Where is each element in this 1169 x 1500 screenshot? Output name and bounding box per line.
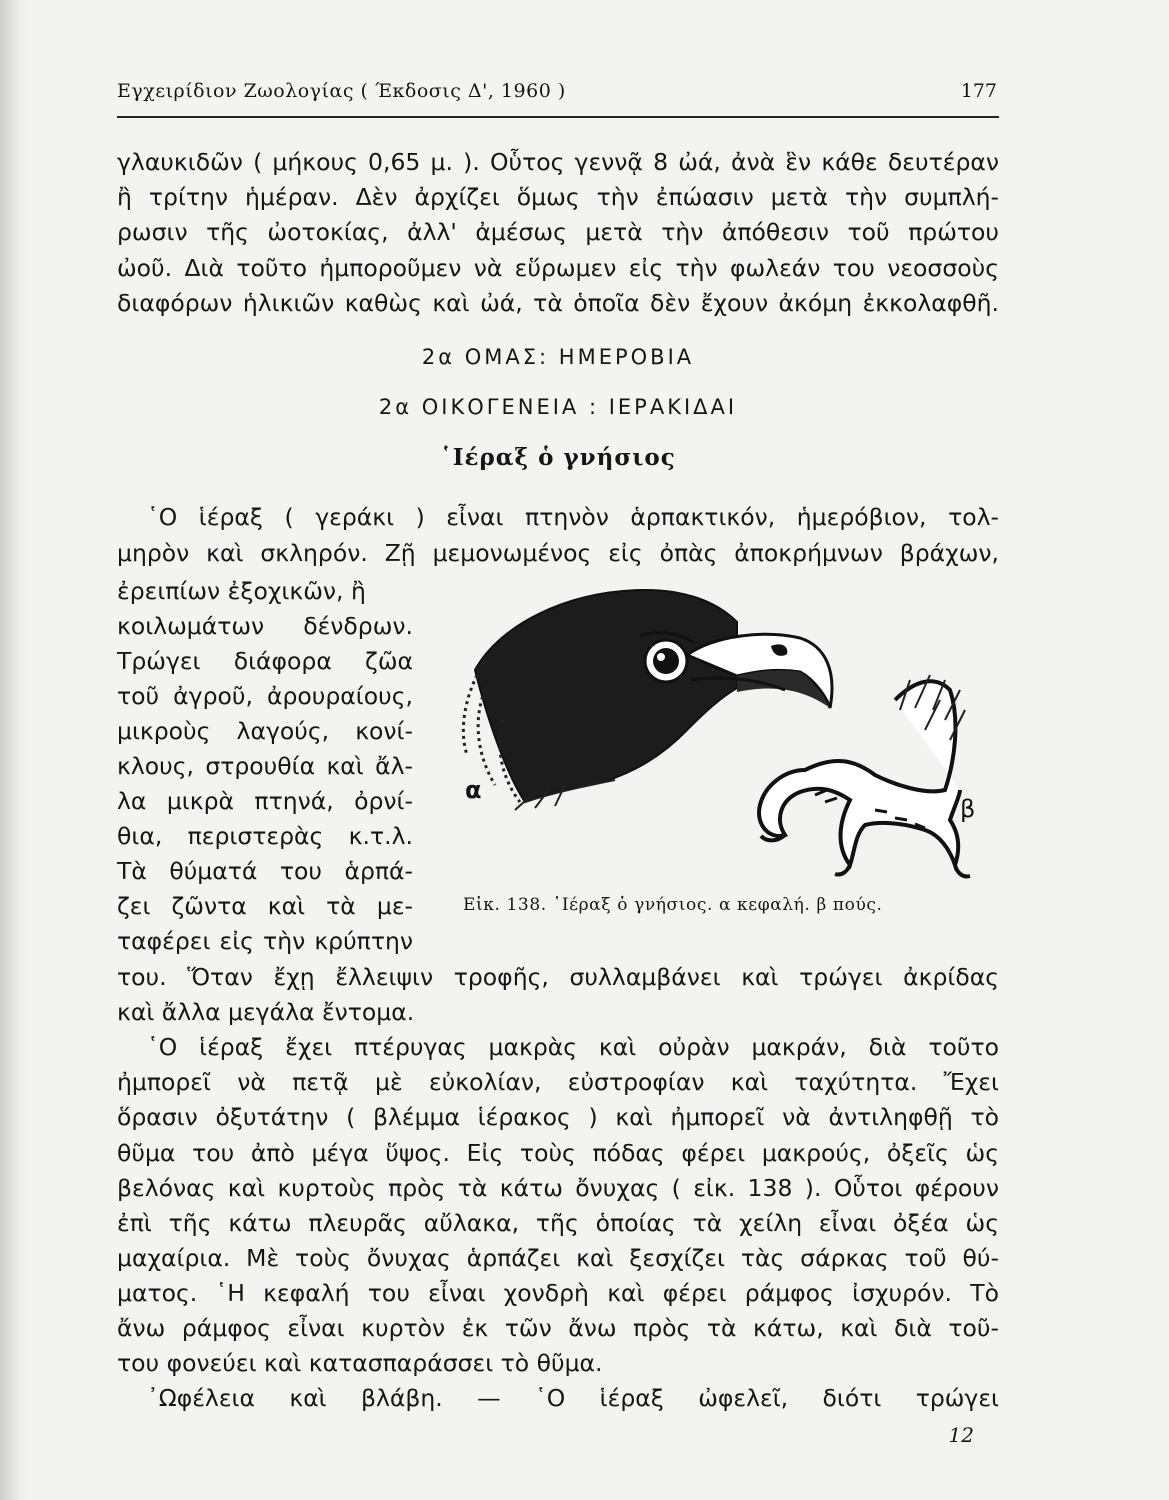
column-line: θια, περιστερὰς κ.τ.λ. (117, 822, 413, 850)
text-line: μαχαίρια. Μὲ τοὺς ὄνυχας ἁρπάζει καὶ ξεσχίζει τὰς σάρκας τοῦ θύ- (117, 1244, 999, 1272)
running-header (117, 80, 997, 114)
figure-caption: Εἰκ. 138. ῾Ιέραξ ὁ γνήσιος. α κεφαλή. β πούς. (463, 895, 883, 915)
text-line: βελόνας καὶ κυρτοὺς πρὸς τὰ κάτω ὄνυχας ( εἰκ. 138 ). Οὗτοι φέρουν (117, 1174, 999, 1202)
column-line: μικροὺς λαγούς, κονί- (117, 717, 413, 745)
text-line: ὅρασιν ὀξυτάτην ( βλέμμα ἱέρακος ) καὶ ἠμπορεῖ νὰ ἀντιληφθῇ τὸ (117, 1103, 999, 1131)
label-a: α (465, 776, 482, 804)
text-line: ῾Ο ἱέραξ ( γεράκι ) εἶναι πτηνὸν ἁρπακτικόν, ἡμερόβιον, τολ- (147, 503, 999, 531)
page-number: 177 (960, 80, 997, 102)
text-line: ματος. ῾Η κεφαλή του εἶναι χονδρὴ καὶ φέρει ράμφος ἰσχυρόν. Τὸ (117, 1279, 999, 1307)
header-rule (117, 116, 999, 118)
text-line: ρωσιν τῆς ὠοτοκίας, ἀλλ' ἀμέσως μετὰ τὴν ἀπόθεσιν τοῦ πρώτου (117, 218, 999, 246)
falcon-head-illustration (463, 590, 832, 810)
text-line: ἐπὶ τῆς κάτω πλευρᾶς αὔλακα, τῆς ὁποίας τὰ χείλη εἶναι ὀξέα ὡς (117, 1209, 999, 1237)
text-line: ἠμπορεῖ νὰ πετᾷ μὲ εὐκολίαν, εὐστροφίαν καὶ ταχύτητα. Ἔχει (117, 1068, 999, 1096)
label-b: β (960, 795, 976, 823)
signature-mark: 12 (948, 1423, 974, 1447)
family-heading: 2α ΟΙΚΟΓΕΝΕΙΑ : ΙΕΡΑΚΙΔΑΙ (378, 395, 738, 419)
text-line: ἄνω ράμφος εἶναι κυρτὸν ἐκ τῶν ἄνω πρὸς τὰ κάτω, καὶ διὰ τοῦ- (117, 1314, 999, 1342)
group-heading: 2α ΟΜΑΣ: ΗΜΕΡΟΒΙΑ (421, 345, 695, 369)
text-line: θῦμα του ἀπὸ μέγα ὕψος. Εἰς τοὺς πόδας φέρει μακρούς, ὀξεῖς ὡς (117, 1139, 999, 1167)
column-line: Τὰ θύματά του ἁρπά- (117, 857, 413, 885)
falcon-foot-illustration (759, 675, 970, 876)
species-heading: ῾Ιέραξ ὁ γνήσιος (440, 444, 676, 471)
column-line: κοιλωμάτων δένδρων. (117, 612, 413, 640)
column-line: τοῦ ἀγροῦ, ἀρουραίους, (117, 682, 413, 710)
column-line: λα μικρὰ πτηνά, ὀρνί- (117, 787, 413, 815)
text-line: ᾿Ωφέλεια καὶ βλάβη. — ῾Ο ἱέραξ ὠφελεῖ, διότι τρώγει (147, 1384, 999, 1412)
column-line: ἐρειπίων ἐξοχικῶν, ἢ (117, 577, 366, 605)
text-line: διαφόρων ἡλικιῶν καθὼς καὶ ὠά, τὰ ὁποῖα δὲν ἔχουν ἀκόμη ἐκκολαφθῆ. (117, 289, 999, 317)
text-line: μηρὸν καὶ σκληρόν. Ζῇ μεμονωμένος εἰς ὀπὰς ἀποκρήμνων βράχων, (117, 539, 999, 567)
column-line: ζει ζῶντα καὶ τὰ με- (117, 892, 413, 920)
falcon-illustration (455, 580, 1000, 890)
text-line: ἢ τρίτην ἡμέραν. Δὲν ἀρχίζει ὅμως τὴν ἐπώασιν μετὰ τὴν συμπλή- (117, 183, 999, 211)
text-line: ῾Ο ἱέραξ ἔχει πτέρυγας μακρὰς καὶ οὐρὰν μακράν, διὰ τοῦτο (147, 1033, 999, 1061)
text-line: του φονεύει καὶ κατασπαράσσει τὸ θῦμα. (117, 1349, 603, 1377)
text-line: ὠοῦ. Διὰ τοῦτο ἠμποροῦμεν νὰ εὕρωμεν εἰς τὴν φωλεάν του νεοσσοὺς (117, 254, 999, 282)
falcon-figure (455, 580, 1000, 890)
text-line: γλαυκιδῶν ( μήκους 0,65 μ. ). Οὗτος γεννᾷ 8 ὠά, ἀνὰ ἓν κάθε δευτέραν (117, 148, 999, 176)
header-title: Εγχειρίδιον Ζωολογίας ( Έκδοσις Δ', 1960 ) (117, 80, 566, 102)
text-line: του. Ὅταν ἔχῃ ἔλλειψιν τροφῆς, συλλαμβάνει καὶ τρώγει ἀκρίδας (117, 963, 999, 991)
column-line: κλους, στρουθία καὶ ἄλ- (117, 752, 413, 780)
column-line: ταφέρει εἰς τὴν κρύπτην (117, 927, 413, 955)
page-edge-shadow (0, 0, 28, 1500)
column-line: Τρώγει διάφορα ζῶα (117, 647, 413, 675)
text-line: καὶ ἄλλα μεγάλα ἔντομα. (117, 998, 415, 1026)
